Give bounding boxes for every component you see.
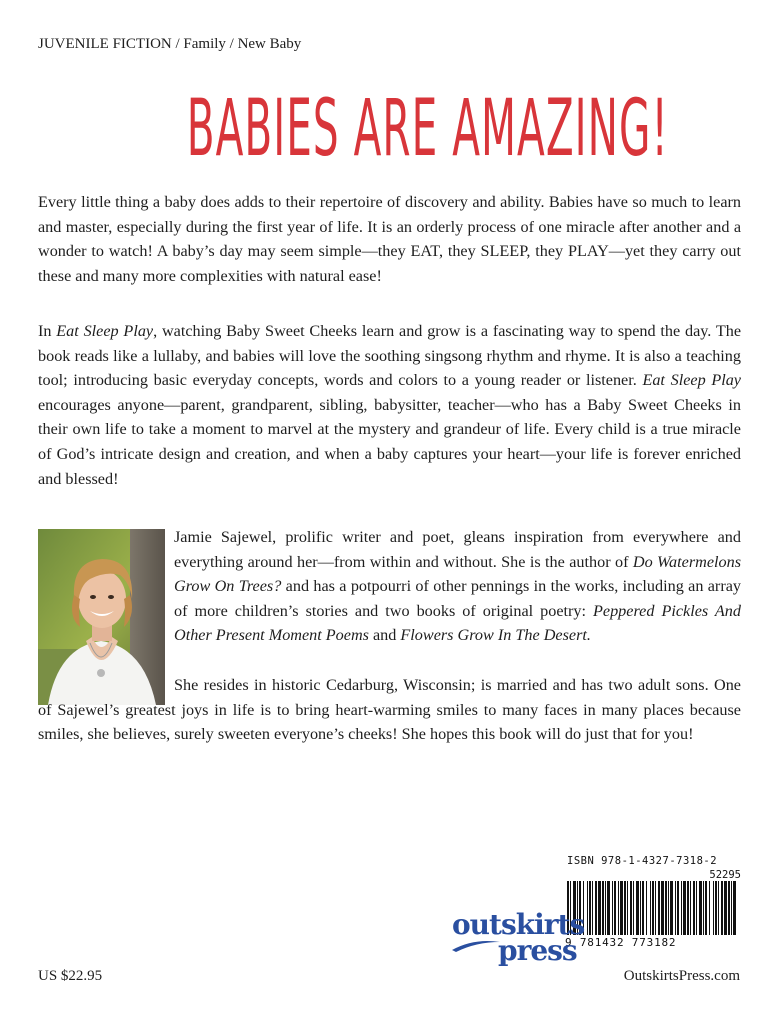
barcode-bar <box>607 881 610 935</box>
barcode-bar <box>703 881 704 935</box>
barcode-bar <box>602 881 604 935</box>
barcode-bar <box>633 881 634 935</box>
barcode-bar <box>642 881 644 935</box>
barcode-bar <box>614 881 616 935</box>
barcode-price-code: 52295 <box>709 869 741 881</box>
barcode-bar <box>592 881 593 935</box>
barcode-bar <box>690 881 691 935</box>
barcode-bar <box>715 881 717 935</box>
publisher-logo <box>452 908 585 970</box>
barcode-bar <box>658 881 660 935</box>
barcode-bar <box>595 881 597 935</box>
p2-text-c: encourages anyone—parent, grandparent, sibling, babysitter, teacher—who has a Baby Sweet Cheeks in their own life to take a moment to marvel at the mystery and grandeur of life. Every child is a true miracle of God’s intricate design and creation, and when a baby captures your heart—your life is forever enriched and blessed! <box>38 395 741 488</box>
isbn-barcode <box>565 855 741 955</box>
barcode-bar <box>652 881 654 935</box>
barcode-bar <box>589 881 591 935</box>
barcode-bar <box>721 881 723 935</box>
barcode-bar <box>699 881 702 935</box>
barcode-bar <box>640 881 641 935</box>
category-line: JUVENILE FICTION / Family / New Baby <box>38 36 302 52</box>
barcode-bar <box>718 881 719 935</box>
barcode-bar <box>650 881 651 935</box>
barcode-bar <box>683 881 686 935</box>
book-title-peppered-pickles: Peppered Pickles And Other Present Moment Poems <box>174 601 741 645</box>
book-title-eat-sleep-play: Eat Sleep Play <box>56 322 154 340</box>
barcode-bar <box>709 881 710 935</box>
barcode-bar <box>713 881 714 935</box>
barcode-bar <box>655 881 656 935</box>
barcode-bar <box>630 881 632 935</box>
bio1-text-a: Jamie Sajewel, prolific writer and poet, gleans inspiration from everywhere and everything around her—from within and without. She is the author of <box>174 528 741 571</box>
barcode-bar <box>668 881 669 935</box>
logo-swoosh-icon <box>452 938 502 952</box>
bio1-text-c: and <box>368 626 401 645</box>
book-title-eat-sleep-play-2: Eat Sleep Play <box>642 371 741 390</box>
barcode-bar <box>636 881 639 935</box>
bio1-text-b: and has a potpourri of other pennings in the works, including an array of more children’s stories and two books of original poetry: <box>174 577 741 620</box>
description-paragraph-2 <box>38 319 741 491</box>
barcode-bar <box>646 881 647 935</box>
logo-word-press: press <box>498 934 577 967</box>
barcode-bar <box>605 881 606 935</box>
p2-text-b: , watching Baby Sweet Cheeks learn and grow is a fascinating way to spend the day. The book reads like a lullaby, and babies will love the soothing singsong rhythm and rhyme. It is also a teaching tool; introducing basic everyday concepts, words and colors to a young reader or listener. <box>38 322 742 390</box>
price: US $22.95 <box>38 968 103 984</box>
barcode-bar <box>728 881 730 935</box>
barcode-bar <box>687 881 689 935</box>
p2-text-a: In <box>38 322 57 340</box>
isbn-label: ISBN 978-1-4327-7318-2 <box>567 855 718 867</box>
barcode-bar <box>681 881 682 935</box>
barcode-bar <box>624 881 626 935</box>
barcode-digits: 9 781432 773182 <box>565 936 677 949</box>
barcode-bars <box>565 881 741 937</box>
barcode-bar <box>731 881 732 935</box>
barcode-bar <box>733 881 736 935</box>
barcode-bar <box>618 881 619 935</box>
book-title-flowers-grow: Flowers Grow In The Desert. <box>400 626 591 645</box>
book-title-watermelons: Do Watermelons Grow On Trees? <box>174 552 741 596</box>
barcode-bar <box>612 881 613 935</box>
publisher-website: OutskirtsPress.com <box>623 968 740 984</box>
logo-word-outskirts: outskirts <box>452 908 585 941</box>
barcode-bar <box>627 881 628 935</box>
barcode-bar <box>587 881 588 935</box>
barcode-bar <box>661 881 664 935</box>
barcode-bar <box>705 881 707 935</box>
author-bio-paragraph-2: She resides in historic Cedarburg, Wisconsin; is married and has two adult sons. One of Sajewel’s greatest joys in life is to bring heart-warming smiles to many faces in many places because smiles, she believes, surely sweeten everyone’s cheeks! She hopes this book will do just that for you! <box>38 676 741 744</box>
barcode-bar <box>696 881 697 935</box>
description-paragraph-1: Every little thing a baby does adds to their repertoire of discovery and ability. Babies have so much to learn and master, especially during the first year of life. It is an orderly process of one miracle after another and a wonder to watch! A baby’s day may seem simple—they EAT, they SLEEP, they PLAY—yet they carry out these and many more complexities with natural ease! <box>38 193 741 285</box>
barcode-bar <box>677 881 679 935</box>
barcode-bar <box>598 881 601 935</box>
barcode-bar <box>665 881 667 935</box>
author-bio-paragraph-1 <box>174 525 741 648</box>
barcode-bar <box>670 881 673 935</box>
barcode-bar <box>724 881 727 935</box>
barcode-bar <box>693 881 695 935</box>
barcode-bar <box>675 881 676 935</box>
headline: BABIES ARE AMAZING! <box>186 84 669 174</box>
barcode-bar <box>620 881 623 935</box>
